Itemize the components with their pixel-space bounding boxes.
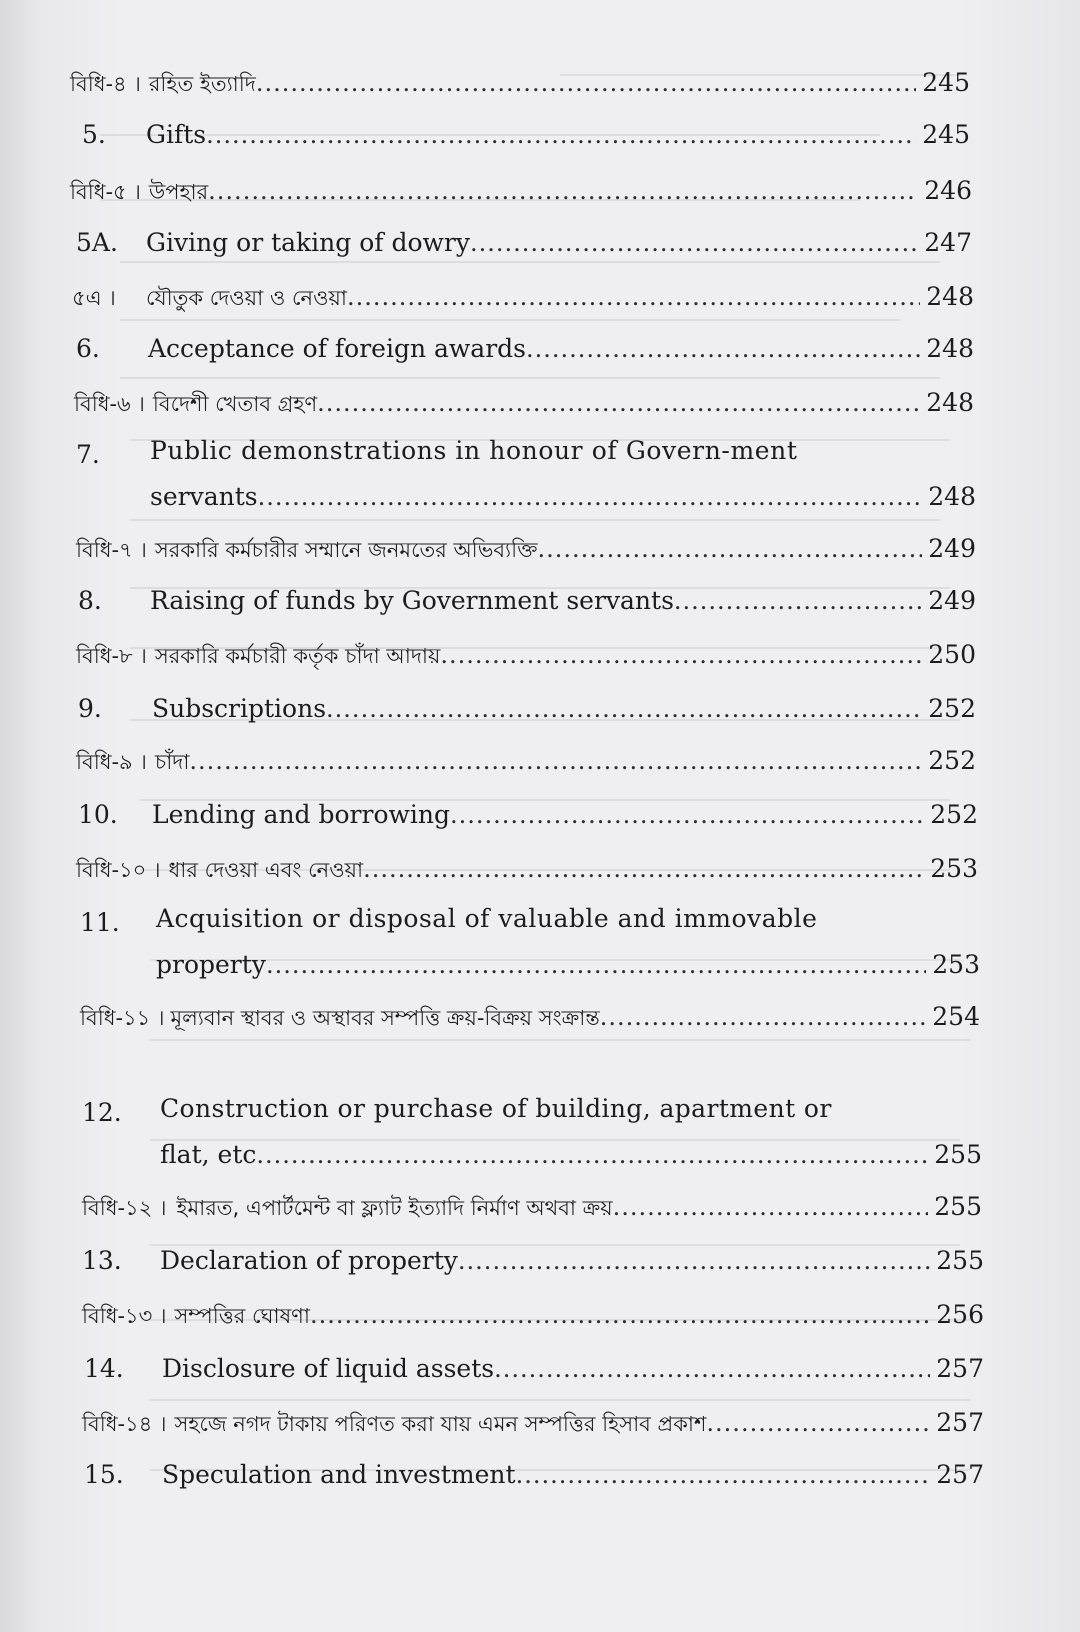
dot-leader <box>317 389 920 417</box>
entry-title: সহজে নগদ টাকায় পরিণত করা যায় এমন সম্পত্তির হিসাব প্রকাশ <box>174 1412 707 1436</box>
entry-page: 250 <box>928 640 976 669</box>
entry-title: উপহার <box>148 180 209 204</box>
dot-leader <box>516 1461 931 1489</box>
entry-title: Speculation and investment <box>162 1460 516 1489</box>
toc-entry <box>160 1140 982 1169</box>
entry-number: 6. <box>76 334 100 363</box>
toc-entry <box>82 1300 984 1335</box>
entry-number: বিধি-৭ । <box>76 538 147 562</box>
entry-page: 253 <box>930 854 978 883</box>
entry-page: 255 <box>934 1192 982 1221</box>
entry-number: 15. <box>84 1460 124 1489</box>
dot-leader <box>613 1193 929 1221</box>
entry-number: 14. <box>84 1354 124 1383</box>
dot-leader <box>706 1409 930 1437</box>
dot-leader <box>258 483 923 511</box>
toc-entry-title-line1: Acquisition or disposal of valuable and immovable <box>156 904 818 933</box>
entry-page: 245 <box>922 120 970 149</box>
dot-leader <box>206 121 916 149</box>
entry-title: Raising of funds by Government servants <box>150 586 674 615</box>
entry-number: বিধি-১৪ । <box>82 1412 167 1436</box>
toc-entry-number: 11. <box>80 908 120 937</box>
entry-page: 257 <box>936 1408 984 1437</box>
entry-number: বিধি-১০ । <box>76 858 161 882</box>
entry-page: 248 <box>926 334 974 363</box>
toc-entry-title-line1: Construction or purchase of building, apartment or <box>160 1094 832 1123</box>
entry-title: মূল্যবান স্থাবর ও অস্থাবর সম্পত্তি ক্রয়-বিক্রয় সংক্রান্ত <box>170 1006 600 1030</box>
toc-entry <box>70 176 972 211</box>
entry-page: 248 <box>928 482 976 511</box>
dot-leader <box>189 747 922 775</box>
entry-page: 254 <box>932 1002 980 1031</box>
entry-number: 8. <box>78 586 102 615</box>
toc-entry <box>78 800 978 829</box>
dot-leader <box>494 1355 930 1383</box>
entry-page: 248 <box>926 388 974 417</box>
toc-entry <box>150 482 976 511</box>
entry-page: 245 <box>922 68 970 97</box>
dot-leader <box>450 801 924 829</box>
toc-entry <box>76 534 976 569</box>
toc-entry <box>70 68 970 103</box>
entry-page: 249 <box>928 534 976 563</box>
toc-entry-number: 12. <box>82 1098 122 1127</box>
entry-title: সম্পত্তির ঘোষণা <box>174 1304 310 1328</box>
dot-leader <box>526 335 920 363</box>
entry-page: 252 <box>930 800 978 829</box>
entry-number: 13. <box>82 1246 122 1275</box>
entry-title: সরকারি কর্মচারী কর্তৃক চাঁদা আদায় <box>154 644 441 668</box>
dot-leader <box>600 1003 927 1031</box>
entry-number: বিধি-৪ । <box>70 72 141 96</box>
dot-leader <box>363 855 924 883</box>
entry-title: রহিত ইত্যাদি <box>148 72 256 96</box>
entry-number: 5. <box>82 120 106 149</box>
entry-number: 9. <box>78 694 102 723</box>
toc-entry-number: 7. <box>76 440 100 469</box>
dot-leader <box>266 951 926 979</box>
entry-title: যৌতুক দেওয়া ও নেওয়া <box>146 286 347 310</box>
entry-title: property <box>156 950 266 979</box>
entry-number: বিধি-১২ । <box>82 1196 167 1220</box>
toc-entry-title-line1: Public demonstrations in honour of Govern-ment <box>150 436 798 465</box>
toc-entry <box>156 950 980 979</box>
entry-page: 257 <box>936 1460 984 1489</box>
dot-leader <box>440 641 922 669</box>
entry-page: 252 <box>928 694 976 723</box>
entry-number: বিধি-১১ । <box>80 1006 165 1030</box>
toc-entry <box>76 334 974 363</box>
toc-entry <box>84 1460 984 1489</box>
toc-entry <box>76 746 976 781</box>
entry-page: 249 <box>928 586 976 615</box>
entry-number: বিধি-৯ । <box>76 750 147 774</box>
entry-title: Lending and borrowing <box>152 800 451 829</box>
entry-page: 252 <box>928 746 976 775</box>
entry-title: সরকারি কর্মচারীর সম্মানে জনমতের অভিব্যক্তি <box>154 538 538 562</box>
entry-number: 10. <box>78 800 118 829</box>
entry-title: Giving or taking of dowry <box>146 228 471 257</box>
entry-title: ধার দেওয়া এবং নেওয়া <box>168 858 364 882</box>
toc-entry <box>72 282 974 317</box>
toc-entry <box>76 228 972 257</box>
entry-title: Acceptance of foreign awards <box>148 334 526 363</box>
dot-leader <box>326 695 922 723</box>
entry-title: Gifts <box>146 120 207 149</box>
entry-page: 256 <box>936 1300 984 1329</box>
entry-title: বিদেশী খেতাব গ্রহণ <box>152 392 318 416</box>
entry-page: 247 <box>924 228 972 257</box>
toc-entry <box>78 694 976 723</box>
entry-number: 5A. <box>76 228 118 257</box>
entry-title: flat, etc <box>160 1140 257 1169</box>
dot-leader <box>208 177 918 205</box>
toc-entry <box>76 640 976 675</box>
dot-leader <box>538 535 923 563</box>
toc-entry <box>76 854 978 889</box>
dot-leader <box>674 587 922 615</box>
entry-number: ৫এ । <box>72 286 116 310</box>
toc-entry <box>82 120 970 149</box>
toc-entry <box>84 1354 984 1383</box>
entry-title: চাঁদা <box>154 750 190 774</box>
entry-title: servants <box>150 482 258 511</box>
dot-leader <box>310 1301 930 1329</box>
dot-leader <box>347 283 920 311</box>
entry-page: 255 <box>934 1140 982 1169</box>
entry-number: বিধি-৮ । <box>76 644 147 668</box>
toc-entry <box>82 1192 982 1227</box>
dot-leader <box>470 229 918 257</box>
entry-title: Disclosure of liquid assets <box>162 1354 495 1383</box>
entry-number: বিধি-১৩ । <box>82 1304 167 1328</box>
entry-page: 248 <box>926 282 974 311</box>
toc-entry <box>78 586 976 615</box>
dot-leader <box>256 69 916 97</box>
toc-entry <box>82 1246 984 1275</box>
toc-entry <box>80 1002 980 1037</box>
entry-title: Declaration of property <box>160 1246 458 1275</box>
entry-page: 246 <box>924 176 972 205</box>
entry-number: বিধি-৬ । <box>74 392 145 416</box>
entry-page: 253 <box>932 950 980 979</box>
entry-number: বিধি-৫ । <box>70 180 141 204</box>
entry-title: Subscriptions <box>152 694 327 723</box>
entry-page: 257 <box>936 1354 984 1383</box>
dot-leader <box>256 1141 928 1169</box>
toc-entry <box>74 388 974 423</box>
entry-page: 255 <box>936 1246 984 1275</box>
entry-title: ইমারত, এপার্টমেন্ট বা ফ্ল্যাট ইত্যাদি নির্মাণ অথবা ক্রয় <box>176 1196 613 1220</box>
toc-entry <box>82 1408 984 1443</box>
dot-leader <box>458 1247 930 1275</box>
